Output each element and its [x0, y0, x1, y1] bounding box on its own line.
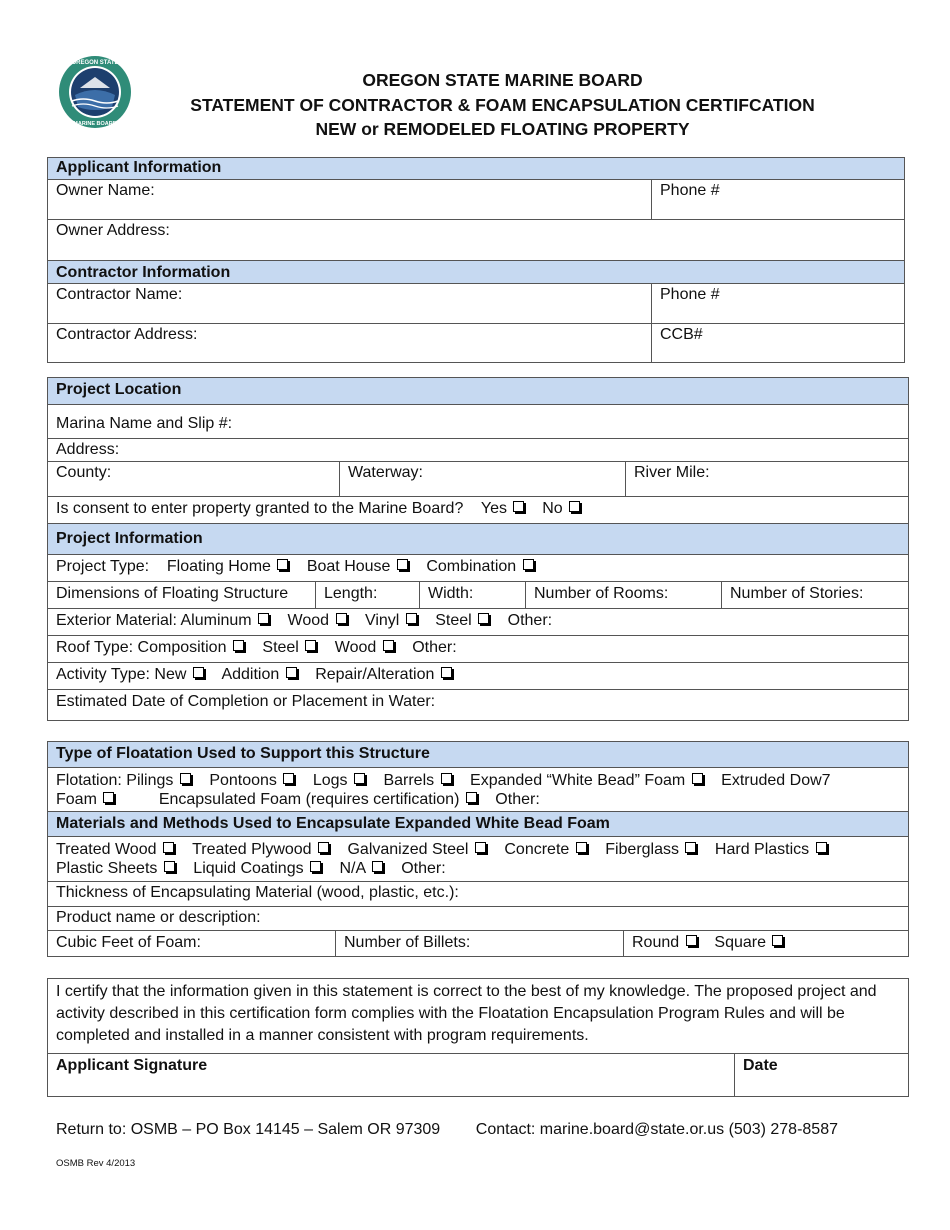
composition-checkbox[interactable]	[233, 640, 244, 651]
waterway-field[interactable]: Waterway:	[339, 462, 625, 496]
aluminum-label: Aluminum	[180, 612, 252, 629]
fiberglass-checkbox[interactable]	[685, 842, 696, 853]
revision-label: OSMB Rev 4/2013	[56, 1158, 136, 1169]
cubic-feet-field[interactable]: Cubic Feet of Foam:	[56, 934, 201, 951]
footer-contact	[56, 1121, 838, 1139]
consent-yes-checkbox[interactable]	[513, 501, 524, 512]
owner-name-field[interactable]: Owner Name:	[56, 182, 155, 199]
liquid-coatings-checkbox[interactable]	[310, 861, 321, 872]
ccb-field[interactable]: CCB#	[651, 324, 904, 362]
extruded-checkbox[interactable]	[103, 792, 114, 803]
exterior-steel-label: Steel	[435, 612, 472, 629]
logs-label: Logs	[312, 772, 348, 789]
roof-other-field[interactable]: Other:	[412, 639, 457, 656]
billets-field[interactable]: Number of Billets:	[335, 931, 623, 956]
extruded-label: Extruded Dow7	[721, 772, 831, 789]
owner-phone-field[interactable]: Phone #	[651, 180, 904, 219]
white-bead-checkbox[interactable]	[692, 773, 703, 784]
encapsulated-label: Encapsulated Foam (requires certification)	[158, 791, 460, 808]
na-checkbox[interactable]	[372, 861, 383, 872]
consent-no-label: No	[542, 500, 563, 517]
thickness-field[interactable]: Thickness of Encapsulating Material (wood, plastic, etc.):	[56, 884, 459, 901]
osmb-logo	[58, 55, 132, 129]
marina-slip-field[interactable]: Marina Name and Slip #:	[56, 415, 233, 432]
activity-label: Activity Type:	[56, 666, 150, 683]
exterior-steel-checkbox[interactable]	[478, 613, 489, 624]
consent-no-checkbox[interactable]	[569, 501, 580, 512]
roof-wood-checkbox[interactable]	[383, 640, 394, 651]
roof-wood-label: Wood	[334, 639, 377, 656]
logo-text-bottom: MARINE BOARD	[73, 121, 117, 127]
exterior-wood-checkbox[interactable]	[336, 613, 347, 624]
round-checkbox[interactable]	[686, 935, 697, 946]
dimensions-label: Dimensions of Floating Structure	[56, 585, 289, 602]
vinyl-label: Vinyl	[364, 612, 400, 629]
materials-other-field[interactable]: Other:	[401, 860, 446, 877]
contractor-phone-field[interactable]: Phone #	[651, 284, 904, 323]
consent-question: Is consent to enter property granted to the Marine Board?	[56, 500, 464, 517]
encapsulated-checkbox[interactable]	[466, 792, 477, 803]
boat-house-label: Boat House	[306, 558, 391, 575]
product-field[interactable]: Product name or description:	[56, 909, 261, 926]
stories-field[interactable]: Number of Stories:	[721, 582, 908, 608]
county-field[interactable]: County:	[56, 464, 112, 481]
new-checkbox[interactable]	[193, 667, 204, 678]
contractor-address-field[interactable]: Contractor Address:	[56, 326, 198, 343]
return-address: Return to: OSMB – PO Box 14145 – Salem OR 97309	[56, 1121, 441, 1138]
flotation-section	[47, 741, 909, 957]
completion-date-field[interactable]: Estimated Date of Completion or Placement in Water:	[56, 693, 436, 710]
plastic-sheets-checkbox[interactable]	[164, 861, 175, 872]
combination-label: Combination	[426, 558, 517, 575]
exterior-wood-label: Wood	[287, 612, 330, 629]
repair-label: Repair/Alteration	[315, 666, 435, 683]
contact-info: Contact: marine.board@state.or.us (503) 278-8587	[475, 1121, 838, 1138]
rooms-field[interactable]: Number of Rooms:	[525, 582, 721, 608]
certification-statement: I certify that the information given in this statement is correct to the best of my knowledge. The proposed project and activity described in this certification form complies with the Floatation Encapsulation Program Rules and will be completed and installed in a manner consistent with program requirements.	[56, 983, 877, 1044]
flotation-heading: Type of Floatation Used to Support this Structure	[48, 742, 908, 767]
roof-row	[48, 636, 908, 659]
treated-plywood-label: Treated Plywood	[192, 841, 312, 858]
floating-home-label: Floating Home	[166, 558, 271, 575]
exterior-row	[48, 609, 908, 632]
project-section	[47, 377, 909, 721]
contractor-heading: Contractor Information	[48, 260, 904, 283]
roof-steel-checkbox[interactable]	[305, 640, 316, 651]
contractor-name-field[interactable]: Contractor Name:	[56, 286, 183, 303]
activity-row	[48, 663, 908, 686]
combination-checkbox[interactable]	[523, 559, 534, 570]
floating-home-checkbox[interactable]	[277, 559, 288, 570]
roof-steel-label: Steel	[262, 639, 299, 656]
pontoons-label: Pontoons	[209, 772, 277, 789]
project-info-heading: Project Information	[48, 523, 908, 554]
exterior-other-field[interactable]: Other:	[507, 612, 553, 629]
pontoons-checkbox[interactable]	[283, 773, 294, 784]
shape-row	[623, 931, 908, 956]
consent-row	[48, 497, 908, 520]
project-type-label: Project Type:	[56, 558, 150, 575]
flotation-other-field[interactable]: Other:	[495, 791, 540, 808]
square-label: Square	[714, 934, 766, 951]
hard-plastics-checkbox[interactable]	[816, 842, 827, 853]
certification-section	[47, 978, 909, 1097]
treated-wood-label: Treated Wood	[56, 841, 157, 858]
project-type-row	[48, 555, 908, 578]
form-title: OREGON STATE MARINE BOARD STATEMENT OF CONTRACTOR & FOAM ENCAPSULATION CERTIFCATION NEW or REMODELED FLOATING PROPERTY	[190, 70, 815, 139]
consent-yes-label: Yes	[480, 500, 507, 517]
width-field[interactable]: Width:	[419, 582, 525, 608]
location-heading: Project Location	[48, 378, 908, 404]
river-mile-field[interactable]: River Mile:	[625, 462, 908, 496]
length-field[interactable]: Length:	[315, 582, 419, 608]
vinyl-checkbox[interactable]	[406, 613, 417, 624]
materials-options	[48, 837, 908, 880]
white-bead-label: Expanded “White Bead” Foam	[470, 772, 686, 789]
galvanized-steel-label: Galvanized Steel	[347, 841, 469, 858]
date-field[interactable]: Date	[734, 1054, 908, 1096]
addition-label: Addition	[221, 666, 280, 683]
applicant-contractor-section	[47, 157, 905, 363]
applicant-heading: Applicant Information	[48, 158, 904, 179]
hard-plastics-label: Hard Plastics	[714, 841, 810, 858]
square-checkbox[interactable]	[772, 935, 783, 946]
flotation-label: Flotation:	[56, 772, 122, 789]
flotation-options	[48, 768, 908, 811]
liquid-coatings-label: Liquid Coatings	[193, 860, 304, 877]
concrete-label: Concrete	[504, 841, 570, 858]
galvanized-steel-checkbox[interactable]	[475, 842, 486, 853]
roof-label: Roof Type:	[56, 639, 134, 656]
location-address-field[interactable]: Address:	[56, 441, 120, 458]
plastic-sheets-label: Plastic Sheets	[56, 860, 158, 877]
na-label: N/A	[339, 860, 366, 877]
exterior-label: Exterior Material:	[56, 612, 177, 629]
materials-heading: Materials and Methods Used to Encapsulate Expanded White Bead Foam	[48, 811, 908, 836]
addition-checkbox[interactable]	[286, 667, 297, 678]
new-label: New	[154, 666, 187, 683]
fiberglass-label: Fiberglass	[605, 841, 679, 858]
logo-text-top: OREGON STATE	[71, 60, 119, 66]
pilings-checkbox[interactable]	[180, 773, 191, 784]
treated-wood-checkbox[interactable]	[163, 842, 174, 853]
composition-label: Composition	[137, 639, 227, 656]
concrete-checkbox[interactable]	[576, 842, 587, 853]
aluminum-checkbox[interactable]	[258, 613, 269, 624]
round-label: Round	[632, 934, 680, 951]
extruded-foam-label: Foam	[56, 791, 97, 808]
treated-plywood-checkbox[interactable]	[318, 842, 329, 853]
barrels-checkbox[interactable]	[441, 773, 452, 784]
pilings-label: Pilings	[126, 772, 174, 789]
boat-house-checkbox[interactable]	[397, 559, 408, 570]
logs-checkbox[interactable]	[354, 773, 365, 784]
signature-field[interactable]: Applicant Signature	[56, 1057, 208, 1074]
barrels-label: Barrels	[383, 772, 435, 789]
repair-checkbox[interactable]	[441, 667, 452, 678]
owner-address-field[interactable]: Owner Address:	[56, 222, 170, 239]
